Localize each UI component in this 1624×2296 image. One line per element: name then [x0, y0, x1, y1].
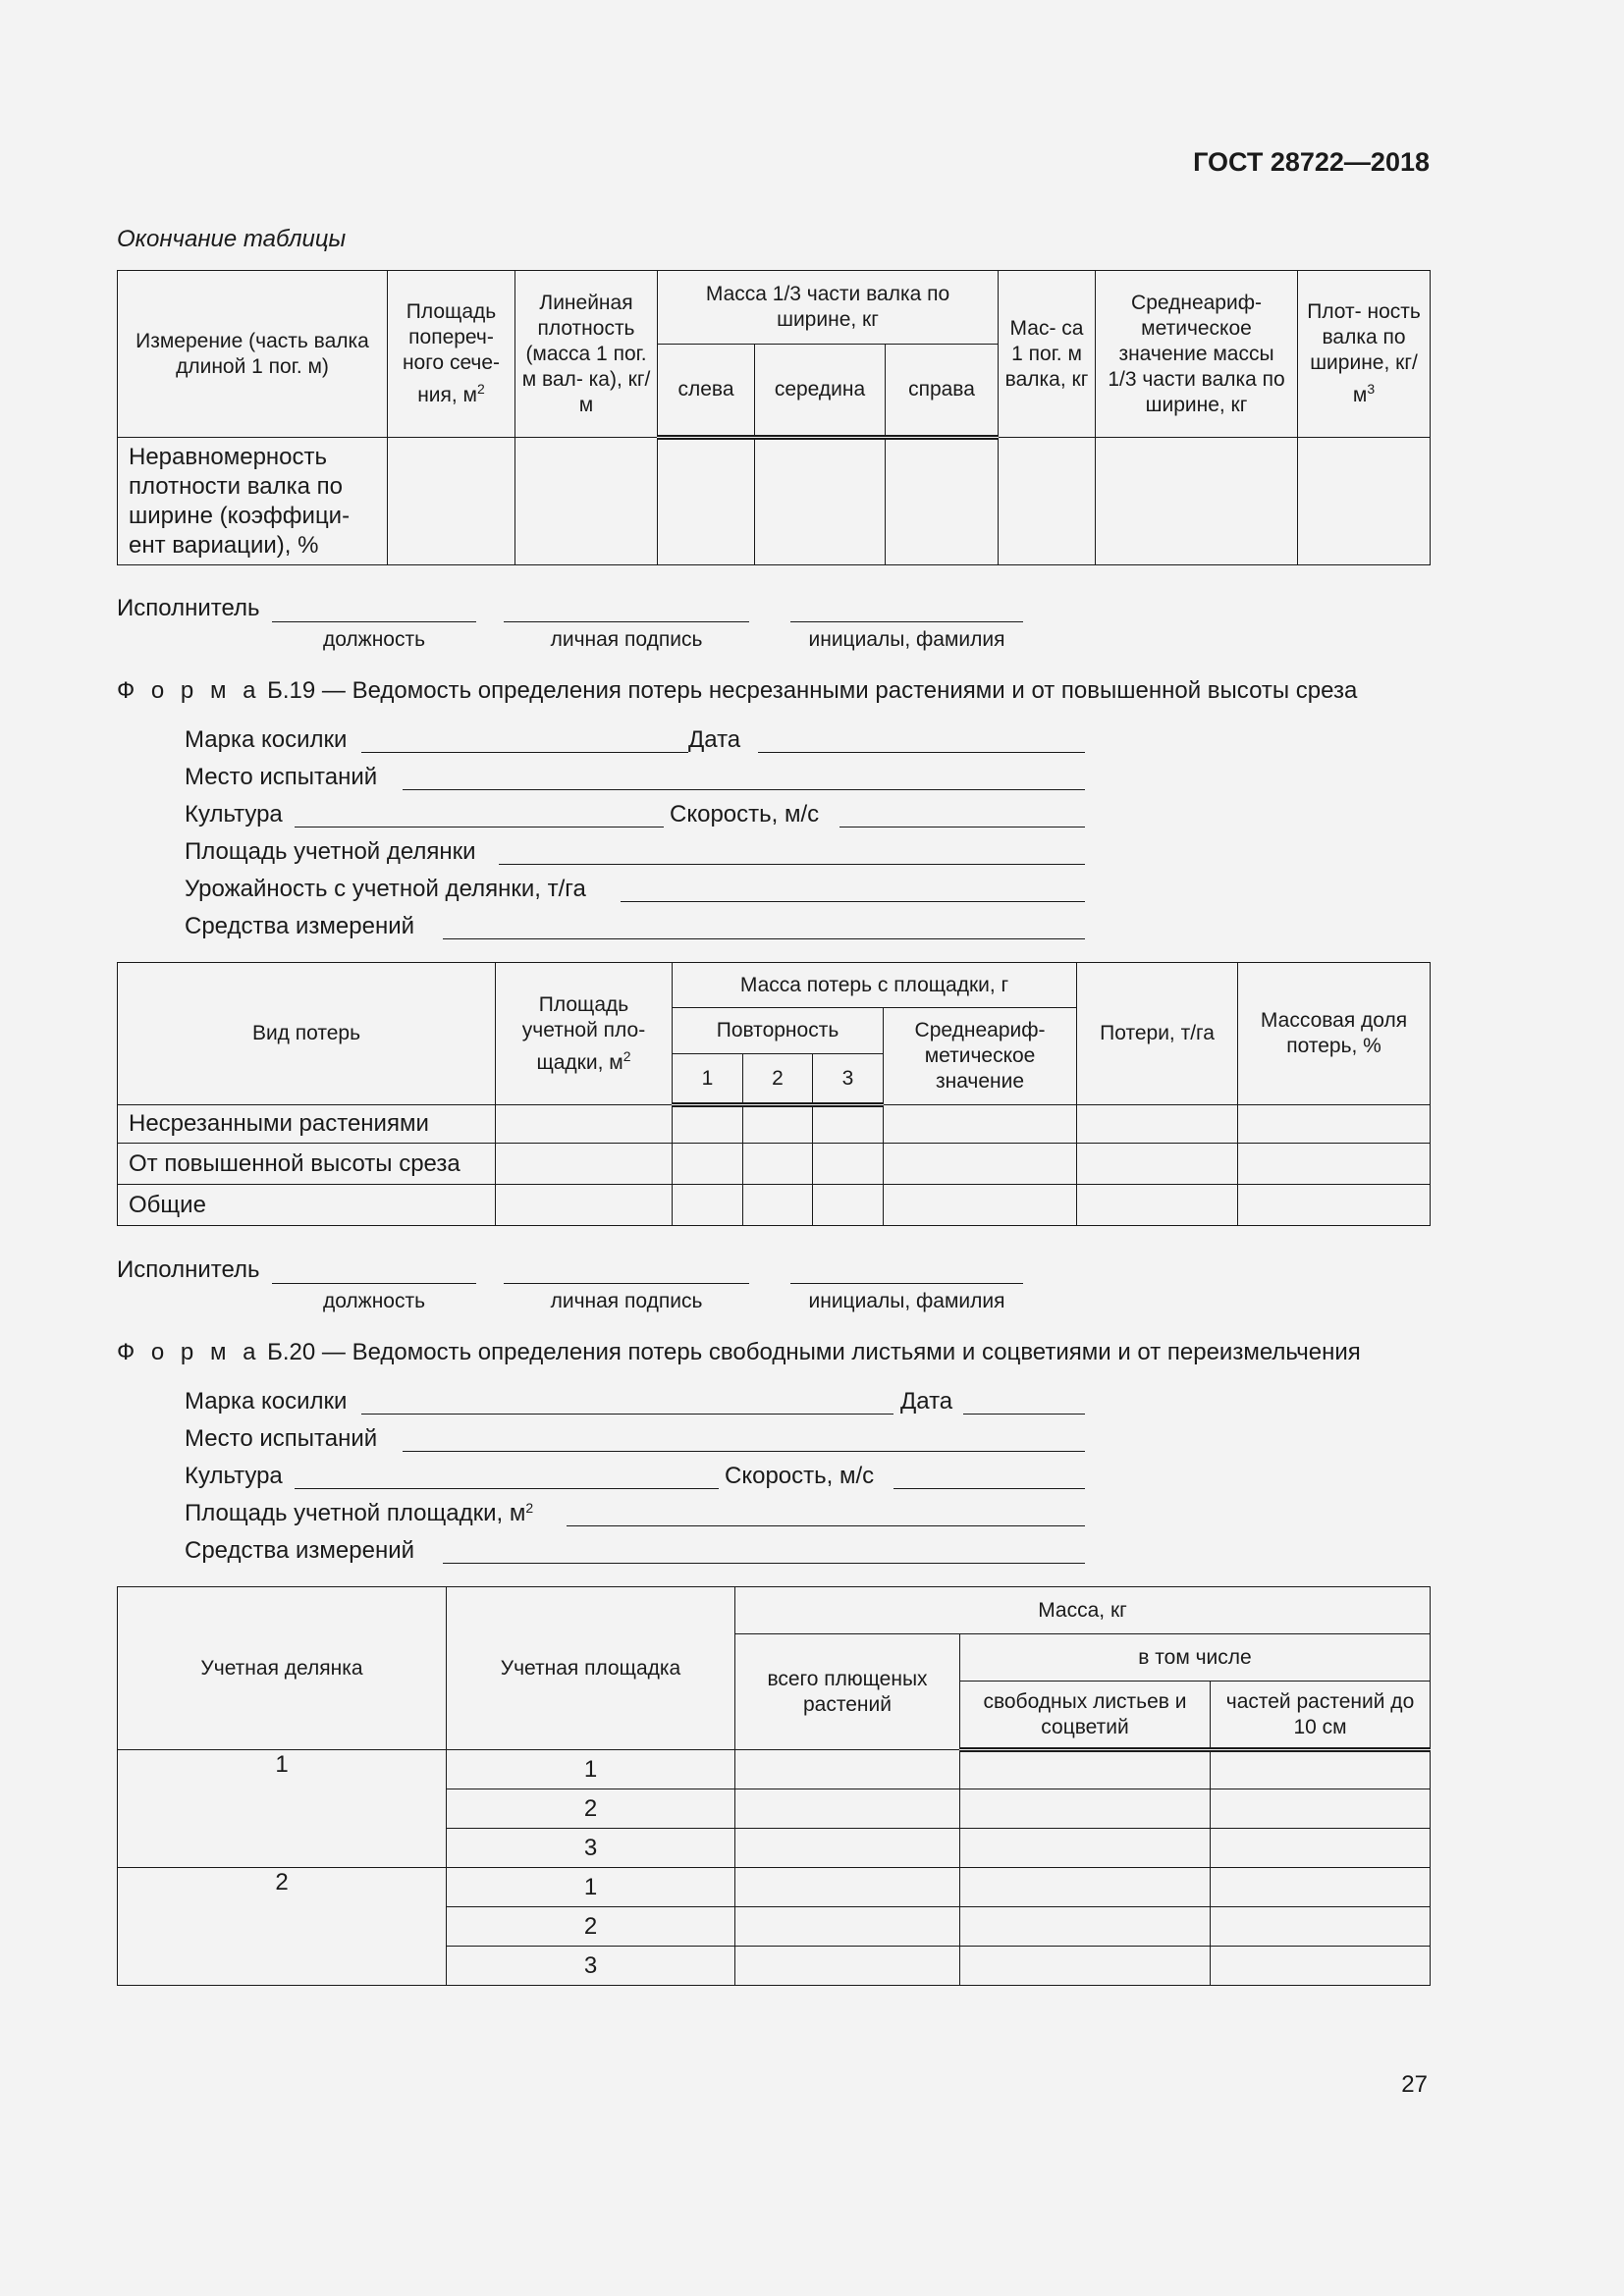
col-linear-header: Линейная плотность (масса 1 пог. м вал- ка), кг/м — [515, 271, 658, 438]
instruments-label: Средства измерений — [185, 1537, 415, 1564]
date-label: Дата — [900, 1388, 953, 1415]
col-avg-header: Среднеариф- метическое значение массы 1/3 части валка по ширине, кг — [1096, 271, 1298, 438]
table-cell[interactable] — [884, 1185, 1077, 1226]
col-losses-header: Потери, т/га — [1077, 963, 1238, 1105]
mower-label: Марка косилки — [185, 1388, 348, 1415]
table-cell[interactable] — [1211, 1947, 1431, 1986]
table-cell[interactable] — [735, 1750, 960, 1789]
speed-field[interactable] — [839, 827, 1085, 828]
instruments-field[interactable] — [443, 938, 1085, 939]
yield-label: Урожайность с учетной делянки, т/га — [185, 876, 586, 902]
table-cell[interactable] — [496, 1105, 673, 1144]
rep-1-header: 1 — [673, 1054, 743, 1105]
table-cell[interactable] — [884, 1144, 1077, 1185]
page-number: 27 — [1401, 2071, 1428, 2098]
table-cell[interactable] — [1211, 1829, 1431, 1868]
site-cell: 2 — [447, 1907, 735, 1947]
table-caption: Окончание таблицы — [117, 226, 347, 252]
rep-2-header: 2 — [743, 1054, 813, 1105]
date-field[interactable] — [963, 1414, 1085, 1415]
date-label: Дата — [688, 726, 741, 753]
initials-caption: инициалы, фамилия — [808, 628, 1005, 651]
col-mass-header: Масса потерь с площадки, г — [673, 963, 1077, 1008]
table-cell[interactable] — [496, 1185, 673, 1226]
area-field[interactable] — [567, 1525, 1085, 1526]
col-mass1-header: Мас- са 1 пог. м валка, кг — [999, 271, 1096, 438]
site-cell: 1 — [447, 1868, 735, 1907]
roll-density-table — [117, 270, 1431, 565]
crop-field[interactable] — [295, 827, 664, 828]
col-area-header: Площадь учетной пло- щадки, $м^2$ — [496, 963, 673, 1105]
table-cell[interactable] — [1298, 438, 1431, 565]
table-cell[interactable] — [673, 1144, 743, 1185]
table-cell[interactable] — [735, 1829, 960, 1868]
table-cell[interactable] — [673, 1105, 743, 1144]
speed-label: Скорость, м/с — [670, 801, 820, 828]
executor-label: Исполнитель — [117, 595, 260, 621]
table-cell[interactable] — [1077, 1144, 1238, 1185]
position-line[interactable] — [272, 1283, 476, 1284]
table-cell[interactable] — [735, 1868, 960, 1907]
table-cell[interactable] — [496, 1144, 673, 1185]
initials-caption: инициалы, фамилия — [808, 1290, 1005, 1312]
mower-field[interactable] — [361, 752, 688, 753]
plot-2-cell: 2 — [118, 1868, 447, 1986]
table-cell[interactable] — [960, 1829, 1211, 1868]
plot-1-cell: 1 — [118, 1750, 447, 1868]
speed-field[interactable] — [893, 1488, 1085, 1489]
table-cell[interactable] — [813, 1105, 884, 1144]
col-free-header: свободных листьев и соцветий — [960, 1682, 1211, 1750]
site-cell: 1 — [447, 1750, 735, 1789]
rep-3-header: 3 — [813, 1054, 884, 1105]
row-total-label: Общие — [118, 1185, 496, 1226]
leaf-losses-table — [117, 1586, 1431, 1986]
form20-title: Ф о р м а Б.20 — Ведомость определения потерь свободными листьями и соцветиями и от переизмельчения — [117, 1339, 1361, 1365]
signature-caption: личная подпись — [550, 1290, 703, 1312]
col-site-header: Учетная площадка — [447, 1587, 735, 1750]
mower-field[interactable] — [361, 1414, 893, 1415]
table-cell[interactable] — [735, 1907, 960, 1947]
instruments-field[interactable] — [443, 1563, 1085, 1564]
site-cell: 3 — [447, 1829, 735, 1868]
instruments-label: Средства измерений — [185, 913, 415, 939]
crop-label: Культура — [185, 801, 283, 828]
col-incl-header: в том числе — [960, 1634, 1431, 1682]
row-unevenness-label: Неравномерность плотности валка по ширине (коэффици- ент вариации), % — [118, 438, 388, 565]
plot-area-field[interactable] — [499, 864, 1085, 865]
place-field[interactable] — [403, 789, 1085, 790]
table-cell[interactable] — [886, 438, 999, 565]
mower-label: Марка косилки — [185, 726, 348, 753]
place-label: Место испытаний — [185, 764, 378, 790]
table-cell[interactable] — [999, 438, 1096, 565]
speed-label: Скорость, м/с — [725, 1463, 875, 1489]
sub-right-header: справа — [886, 345, 999, 438]
col-total-header: всего плющеных растений — [735, 1634, 960, 1750]
place-field[interactable] — [403, 1451, 1085, 1452]
table-cell[interactable] — [960, 1907, 1211, 1947]
table-cell[interactable] — [1238, 1185, 1431, 1226]
table-cell[interactable] — [1077, 1185, 1238, 1226]
sub-middle-header: середина — [755, 345, 886, 438]
table-cell[interactable] — [515, 438, 658, 565]
table-cell[interactable] — [1238, 1144, 1431, 1185]
table-cell[interactable] — [813, 1185, 884, 1226]
yield-field[interactable] — [621, 901, 1085, 902]
table-cell[interactable] — [735, 1947, 960, 1986]
table-cell[interactable] — [743, 1185, 813, 1226]
signature-line[interactable] — [504, 1283, 749, 1284]
table-cell[interactable] — [673, 1185, 743, 1226]
table-cell[interactable] — [743, 1144, 813, 1185]
table-cell[interactable] — [960, 1789, 1211, 1829]
site-cell: 2 — [447, 1789, 735, 1829]
crop-label: Культура — [185, 1463, 283, 1489]
col-repeat-header: Повторность — [673, 1008, 884, 1054]
col-density-header: Плот- ность валка по ширине, $кг/м^3$ — [1298, 271, 1431, 438]
position-caption: должность — [322, 1290, 426, 1312]
place-label: Место испытаний — [185, 1425, 378, 1452]
col-avg-header: Среднеариф- метическое значение — [884, 1008, 1077, 1105]
document-code: ГОСТ 28722—2018 — [1193, 147, 1430, 177]
executor-label: Исполнитель — [117, 1256, 260, 1283]
table-cell[interactable] — [1077, 1105, 1238, 1144]
losses-table — [117, 962, 1431, 1226]
col-plot-header: Учетная делянка — [118, 1587, 447, 1750]
table-cell[interactable] — [388, 438, 515, 565]
table-cell[interactable] — [884, 1105, 1077, 1144]
position-line[interactable] — [272, 621, 476, 622]
table-cell[interactable] — [1211, 1907, 1431, 1947]
table-cell[interactable] — [960, 1868, 1211, 1907]
table-cell[interactable] — [755, 438, 886, 565]
col-mass-header: Масса, кг — [735, 1587, 1431, 1634]
sub-left-header: слева — [658, 345, 755, 438]
col-share-header: Массовая доля потерь, % — [1238, 963, 1431, 1105]
row-uncut-label: Несрезанными растениями — [118, 1105, 496, 1144]
plot-area-label: Площадь учетной делянки — [185, 838, 476, 865]
table-cell[interactable] — [1211, 1789, 1431, 1829]
table-cell[interactable] — [735, 1789, 960, 1829]
col-measure-header: Измерение (часть валка длиной 1 пог. м) — [118, 271, 388, 438]
initials-line[interactable] — [790, 1283, 1023, 1284]
col-mass-third-header: Масса 1/3 части валка по ширине, кг — [658, 271, 999, 345]
table-cell[interactable] — [1096, 438, 1298, 565]
table-cell[interactable] — [960, 1750, 1211, 1789]
col-area-header: Площадь попереч- ного сече- ния, $м^2$ — [388, 271, 515, 438]
col-parts-header: частей растений до 10 см — [1211, 1682, 1431, 1750]
table-cell[interactable] — [1238, 1105, 1431, 1144]
form19-title: Ф о р м а Б.19 — Ведомость определения потерь несрезанными растениями и от повышенной высоты среза — [117, 677, 1358, 704]
signature-line[interactable] — [504, 621, 749, 622]
table-cell[interactable] — [813, 1144, 884, 1185]
position-caption: должность — [322, 628, 426, 651]
date-field[interactable] — [758, 752, 1085, 753]
initials-line[interactable] — [790, 621, 1023, 622]
area-label: Площадь учетной площадки, $м^2$ — [185, 1500, 534, 1526]
table-cell[interactable] — [1211, 1868, 1431, 1907]
table-cell[interactable] — [658, 438, 755, 565]
table-cell[interactable] — [743, 1105, 813, 1144]
site-cell: 3 — [447, 1947, 735, 1986]
row-high-cut-label: От повышенной высоты среза — [118, 1144, 496, 1185]
signature-caption: личная подпись — [550, 628, 703, 651]
table-cell[interactable] — [960, 1947, 1211, 1986]
table-cell[interactable] — [1211, 1750, 1431, 1789]
col-type-header: Вид потерь — [118, 963, 496, 1105]
crop-field[interactable] — [295, 1488, 719, 1489]
